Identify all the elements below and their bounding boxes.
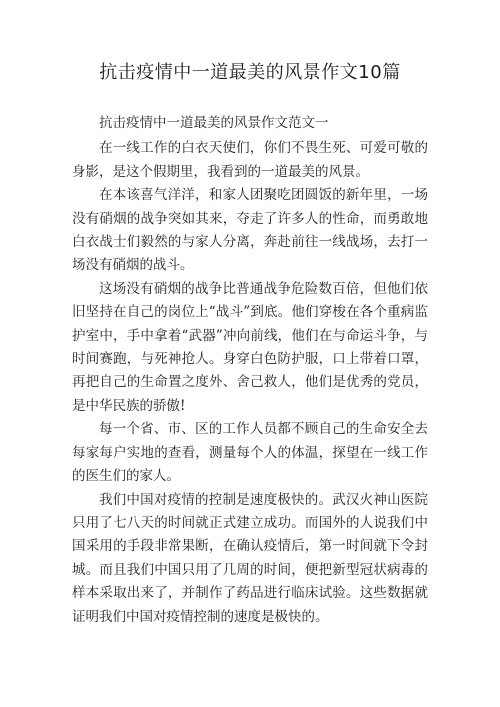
paragraph-2: 在本该喜气洋洋，和家人团聚吃团圆饭的新年里，一场没有硝烟的战争突如其来，夺走了许多人的性命，而勇敢地白衣战士们毅然的与家人分离，奔赴前往一线战场，去打一场没有硝烟的战斗。: [72, 187, 428, 274]
article-subtitle: 抗击疫情中一道最美的风景作文范文一: [99, 115, 329, 131]
paragraph-3: 这场没有硝烟的战争比普通战争危险数百倍，但他们依旧坚持在自己的岗位上“战斗”到底。他们穿梭在各个重病监护室中，手中拿着“武器”冲向前线，他们在与命运斗争，与时间赛跑，与死神抢人。身穿白色防护服，口上带着口罩，再把自己的生命置之度外、舍己救人，他们是优秀的党员，是中华民族的骄傲!: [72, 280, 428, 414]
paragraph-5: 我们中国对疫情的控制是速度极快的。武汉火神山医院只用了七八天的时间就正式建立成功。而国外的人说我们中国采用的手段非常果断，在确认疫情后，第一时间就下令封城。而且我们中国只用了几周的时间，便把新型冠状病毒的样本采取出来了，并制作了药品进行临床试验。这些数据就证明我们中国对疫情控制的速度是极快的。: [72, 491, 428, 625]
document-body: [72, 112, 428, 629]
document-title: 抗击疫情中一道最美的风景作文10篇: [99, 62, 401, 83]
paragraph-4: 每一个省、市、区的工作人员都不顾自己的生命安全去每家每户实地的查看，测量每个人的体温，探望在一线工作的医生们的家人。: [72, 421, 428, 485]
paragraph-1: 在一线工作的白衣天使们，你们不畏生死、可爱可敬的身影，是这个假期里，我看到的一道最美的风景。: [72, 140, 428, 180]
